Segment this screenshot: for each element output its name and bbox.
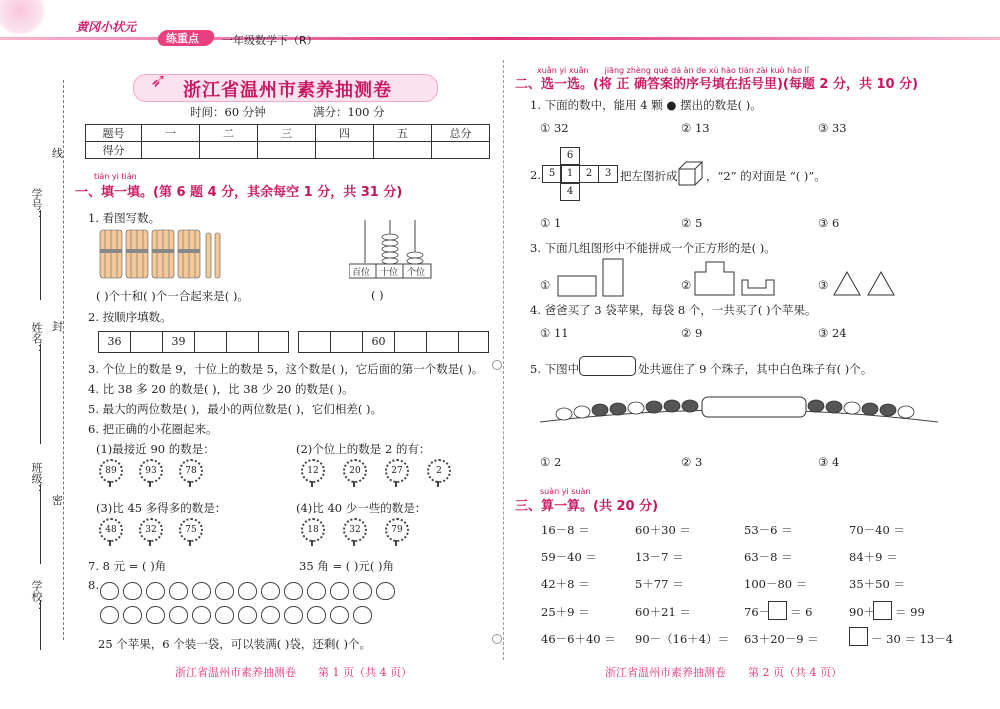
score-cell[interactable] <box>374 142 432 159</box>
c2-option-2[interactable]: ② 5 <box>681 216 703 230</box>
seq1-cell: 39 <box>163 332 195 352</box>
flower[interactable]: 32 <box>342 518 366 546</box>
q1-fill[interactable]: ( )个十和( )个一合起来是( )。 <box>96 289 249 303</box>
c5-option-2[interactable]: ② 3 <box>681 455 703 469</box>
flower[interactable]: 12 <box>300 459 324 487</box>
c5-text2[interactable]: 处共遮住了 9 个珠子，其中白色珠子有( )个。 <box>638 362 873 376</box>
c2-text2[interactable]: ，“2” 的对面是 “( )”。 <box>706 169 826 183</box>
class-label: 班级： <box>30 462 43 495</box>
q2-text: 2. 按顺序填数。 <box>88 310 172 324</box>
shape-set-2 <box>694 260 784 296</box>
seq1-blank[interactable] <box>131 332 163 352</box>
seq1-cell: 36 <box>99 332 131 352</box>
c3-option-2[interactable]: ② <box>681 278 692 292</box>
calc-answer-box[interactable] <box>768 601 787 620</box>
counting-sticks-image <box>98 225 228 280</box>
q6-sub1: (1)最接近 90 的数是： <box>96 442 215 456</box>
abacus-place-ones: 个位 <box>407 268 426 278</box>
section3-pinyin: suàn yi suàn <box>540 487 591 496</box>
divider-hole-bottom <box>492 634 502 644</box>
exam-time: 时间：60 分钟 <box>190 105 266 119</box>
brand-logo: 黄冈小状元 <box>76 20 137 34</box>
calc-item: － 30 ＝ 13－4 <box>871 632 954 646</box>
score-header: 题号 <box>86 125 142 142</box>
c4-option-2[interactable]: ② 9 <box>681 326 703 340</box>
section2-pinyin: xuǎn yi xuǎn jiāng zhèng què dá àn de xù hào tián zài kuò hào lǐ <box>537 66 809 75</box>
flower[interactable]: 93 <box>138 459 162 487</box>
name-line[interactable] <box>40 344 41 444</box>
binding-seal: 封 <box>52 320 63 333</box>
calc-item[interactable]: 100－80 ＝ <box>744 577 808 591</box>
c4-option-3[interactable]: ③ 24 <box>818 326 847 340</box>
q3[interactable]: 3. 个位上的数是 9，十位上的数是 5，这个数是( )，它后面的第一个数是( )。 <box>88 362 484 376</box>
q1-text: 1. 看图写数。 <box>88 211 161 225</box>
sequence-2 <box>298 331 489 353</box>
net-face: 4 <box>560 183 580 201</box>
sequence-1 <box>98 331 289 353</box>
c4-text: 4. 爸爸买了 3 袋苹果，每袋 8 个，一共买了( )个苹果。 <box>530 303 817 317</box>
binding-dashed-line <box>63 80 64 640</box>
q6-text: 6. 把正确的小花圈起来。 <box>88 422 218 436</box>
score-row-label: 得分 <box>86 142 142 159</box>
calc-item[interactable]: 59－40 ＝ <box>541 550 597 564</box>
cube-icon <box>678 161 704 187</box>
q8-label: 8. <box>88 578 99 592</box>
calc-item[interactable]: 84＋9 ＝ <box>849 550 898 564</box>
shape-set-1 <box>557 258 627 298</box>
name-label: 姓名： <box>30 322 43 355</box>
c2-text: 把左图折成 <box>620 169 678 183</box>
c5-cover-box <box>579 356 636 376</box>
q8-text[interactable]: 25 个苹果，6 个装一袋，可以装满( )袋，还剩( )个。 <box>98 637 372 651</box>
c2-option-3[interactable]: ③ 6 <box>818 216 840 230</box>
score-cell[interactable] <box>258 142 316 159</box>
seq1-blank[interactable] <box>227 332 259 352</box>
c3-option-1[interactable]: ① <box>540 278 551 292</box>
header-rule <box>0 37 1000 40</box>
rocket-icon: ➶ <box>150 68 167 92</box>
section1-title: 一、填一填。(第 6 题 4 分，其余每空 1 分，共 31 分) <box>75 185 403 200</box>
class-line[interactable] <box>40 484 41 564</box>
section3-title: 三、算一算。(共 20 分) <box>515 499 659 514</box>
flower[interactable]: 75 <box>178 518 202 546</box>
cube-net <box>542 147 622 202</box>
net-face: 2 <box>579 165 599 183</box>
calc-item[interactable]: 42＋8 ＝ <box>541 577 590 591</box>
score-cell[interactable] <box>200 142 258 159</box>
c2-number: 2. <box>530 168 541 182</box>
score-cell[interactable] <box>432 142 490 159</box>
flower[interactable]: 48 <box>98 518 122 546</box>
flower[interactable]: 18 <box>300 518 324 546</box>
calc-item: 76－ <box>744 605 771 619</box>
c1-option-2[interactable]: ② 13 <box>681 121 710 135</box>
score-cell[interactable] <box>316 142 374 159</box>
section1-pinyin: tián yi tián <box>94 172 137 181</box>
flower[interactable]: 32 <box>138 518 162 546</box>
c5-option-3[interactable]: ③ 4 <box>818 455 840 469</box>
exam-full-score: 满分：100 分 <box>313 105 385 119</box>
section-badge-label: 练重点 <box>166 32 199 45</box>
calc-item[interactable]: 16－8 ＝ <box>541 523 590 537</box>
score-header: 一 <box>142 125 200 142</box>
calc-item[interactable]: 53－6 ＝ <box>744 523 793 537</box>
calc-item[interactable]: 70－40 ＝ <box>849 523 905 537</box>
school-line[interactable] <box>40 600 41 650</box>
c3-text: 3. 下面几组图形中不能拼成一个正方形的是( )。 <box>530 241 776 255</box>
c1-option-1[interactable]: ① 32 <box>540 121 569 135</box>
calc-item-tail: ＝ 6 <box>790 605 813 619</box>
student-number-line[interactable] <box>40 210 41 300</box>
calc-item[interactable]: 25＋9 ＝ <box>541 605 590 619</box>
c2-option-1[interactable]: ① 1 <box>540 216 562 230</box>
calc-item[interactable]: 90－（16＋4）＝ <box>635 632 730 646</box>
q6-sub2: (2)个位上的数是 2 的有： <box>296 442 431 456</box>
seq1-blank[interactable] <box>195 332 227 352</box>
flower[interactable]: 79 <box>384 518 408 546</box>
grade-subtitle: 一年级数学下（R） <box>222 34 318 47</box>
score-cell[interactable] <box>142 142 200 159</box>
q6-sub3: (3)比 45 多得多的数是： <box>96 501 227 515</box>
section2-title: 二、选一选。(将 正 确答案的序号填在括号里)(每题 2 分，共 10 分) <box>515 77 919 92</box>
score-header: 五 <box>374 125 432 142</box>
calc-item[interactable]: 46－6＋40 ＝ <box>541 632 616 646</box>
page-title: 浙江省温州市素养抽测卷 <box>183 80 392 101</box>
flower[interactable]: 27 <box>384 459 408 487</box>
school-label: 学校： <box>30 580 43 613</box>
flower[interactable]: 20 <box>342 459 366 487</box>
seq2-blank[interactable] <box>427 332 459 352</box>
abacus-place-hundreds: 百位 <box>352 268 371 278</box>
seq2-blank[interactable] <box>299 332 331 352</box>
calc-item-tail: ＝ 99 <box>895 605 925 619</box>
abacus-place-tens: 十位 <box>380 268 399 278</box>
score-header: 四 <box>316 125 374 142</box>
calc-item[interactable]: 63＋20－9 ＝ <box>744 632 819 646</box>
q4[interactable]: 4. 比 38 多 20 的数是( )，比 38 少 20 的数是( )。 <box>88 382 354 396</box>
c1-text: 1. 下面的数中，能用 4 颗 ● 摆出的数是( )。 <box>530 98 762 112</box>
calc-item[interactable]: 5＋77 ＝ <box>635 577 684 591</box>
calc-answer-box[interactable] <box>873 601 892 620</box>
q7-a[interactable]: 7. 8 元 = ( )角 <box>88 559 167 573</box>
page-divider <box>503 60 504 660</box>
footer-left: 浙江省温州市素养抽测卷 第 1 页（共 4 页） <box>175 666 412 679</box>
calc-item[interactable]: 35＋50 ＝ <box>849 577 905 591</box>
calc-item[interactable]: 60＋21 ＝ <box>635 605 691 619</box>
net-face: 3 <box>598 165 618 183</box>
score-header: 三 <box>258 125 316 142</box>
corner-decoration <box>0 0 60 40</box>
calc-item[interactable]: 63－8 ＝ <box>744 550 793 564</box>
c5-option-1[interactable]: ① 2 <box>540 455 562 469</box>
q5[interactable]: 5. 最大的两位数是( )，最小的两位数是( )，它们相差( )。 <box>88 402 383 416</box>
q6-sub4: (4)比 40 少一些的数是： <box>296 501 427 515</box>
score-table <box>85 124 490 159</box>
flower[interactable]: 89 <box>98 459 122 487</box>
seq2-blank[interactable] <box>331 332 363 352</box>
c4-option-1[interactable]: ① 11 <box>540 326 569 340</box>
net-face: 5 <box>542 165 562 183</box>
calc-item[interactable]: 13－7 ＝ <box>635 550 684 564</box>
calc-item[interactable]: 60＋30 ＝ <box>635 523 691 537</box>
c1-option-3[interactable]: ③ 33 <box>818 121 847 135</box>
calc-answer-box[interactable] <box>849 627 868 646</box>
abacus-answer[interactable]: ( ) <box>371 288 384 302</box>
student-number-label: 学号： <box>30 188 43 221</box>
divider-hole-top <box>492 360 502 370</box>
net-face: 1 <box>560 165 580 183</box>
c5-text: 5. 下图中 <box>530 362 580 376</box>
binding-line-seal: 线 <box>52 147 63 160</box>
c3-option-3[interactable]: ③ <box>818 278 829 292</box>
footer-right: 浙江省温州市素养抽测卷 第 2 页（共 4 页） <box>605 666 842 679</box>
calc-item: 90＋ <box>849 605 876 619</box>
score-header: 二 <box>200 125 258 142</box>
binding-secret: 密 <box>52 494 63 507</box>
bead-string <box>538 396 940 436</box>
seq2-cell: 60 <box>363 332 395 352</box>
shape-set-3 <box>833 270 899 296</box>
q7-b[interactable]: 35 角 = ( )元( )角 <box>299 559 394 573</box>
net-face: 6 <box>560 147 580 165</box>
seq2-blank[interactable] <box>395 332 427 352</box>
flower[interactable]: 2 <box>426 459 450 487</box>
flower[interactable]: 78 <box>178 459 202 487</box>
score-header: 总分 <box>432 125 490 142</box>
